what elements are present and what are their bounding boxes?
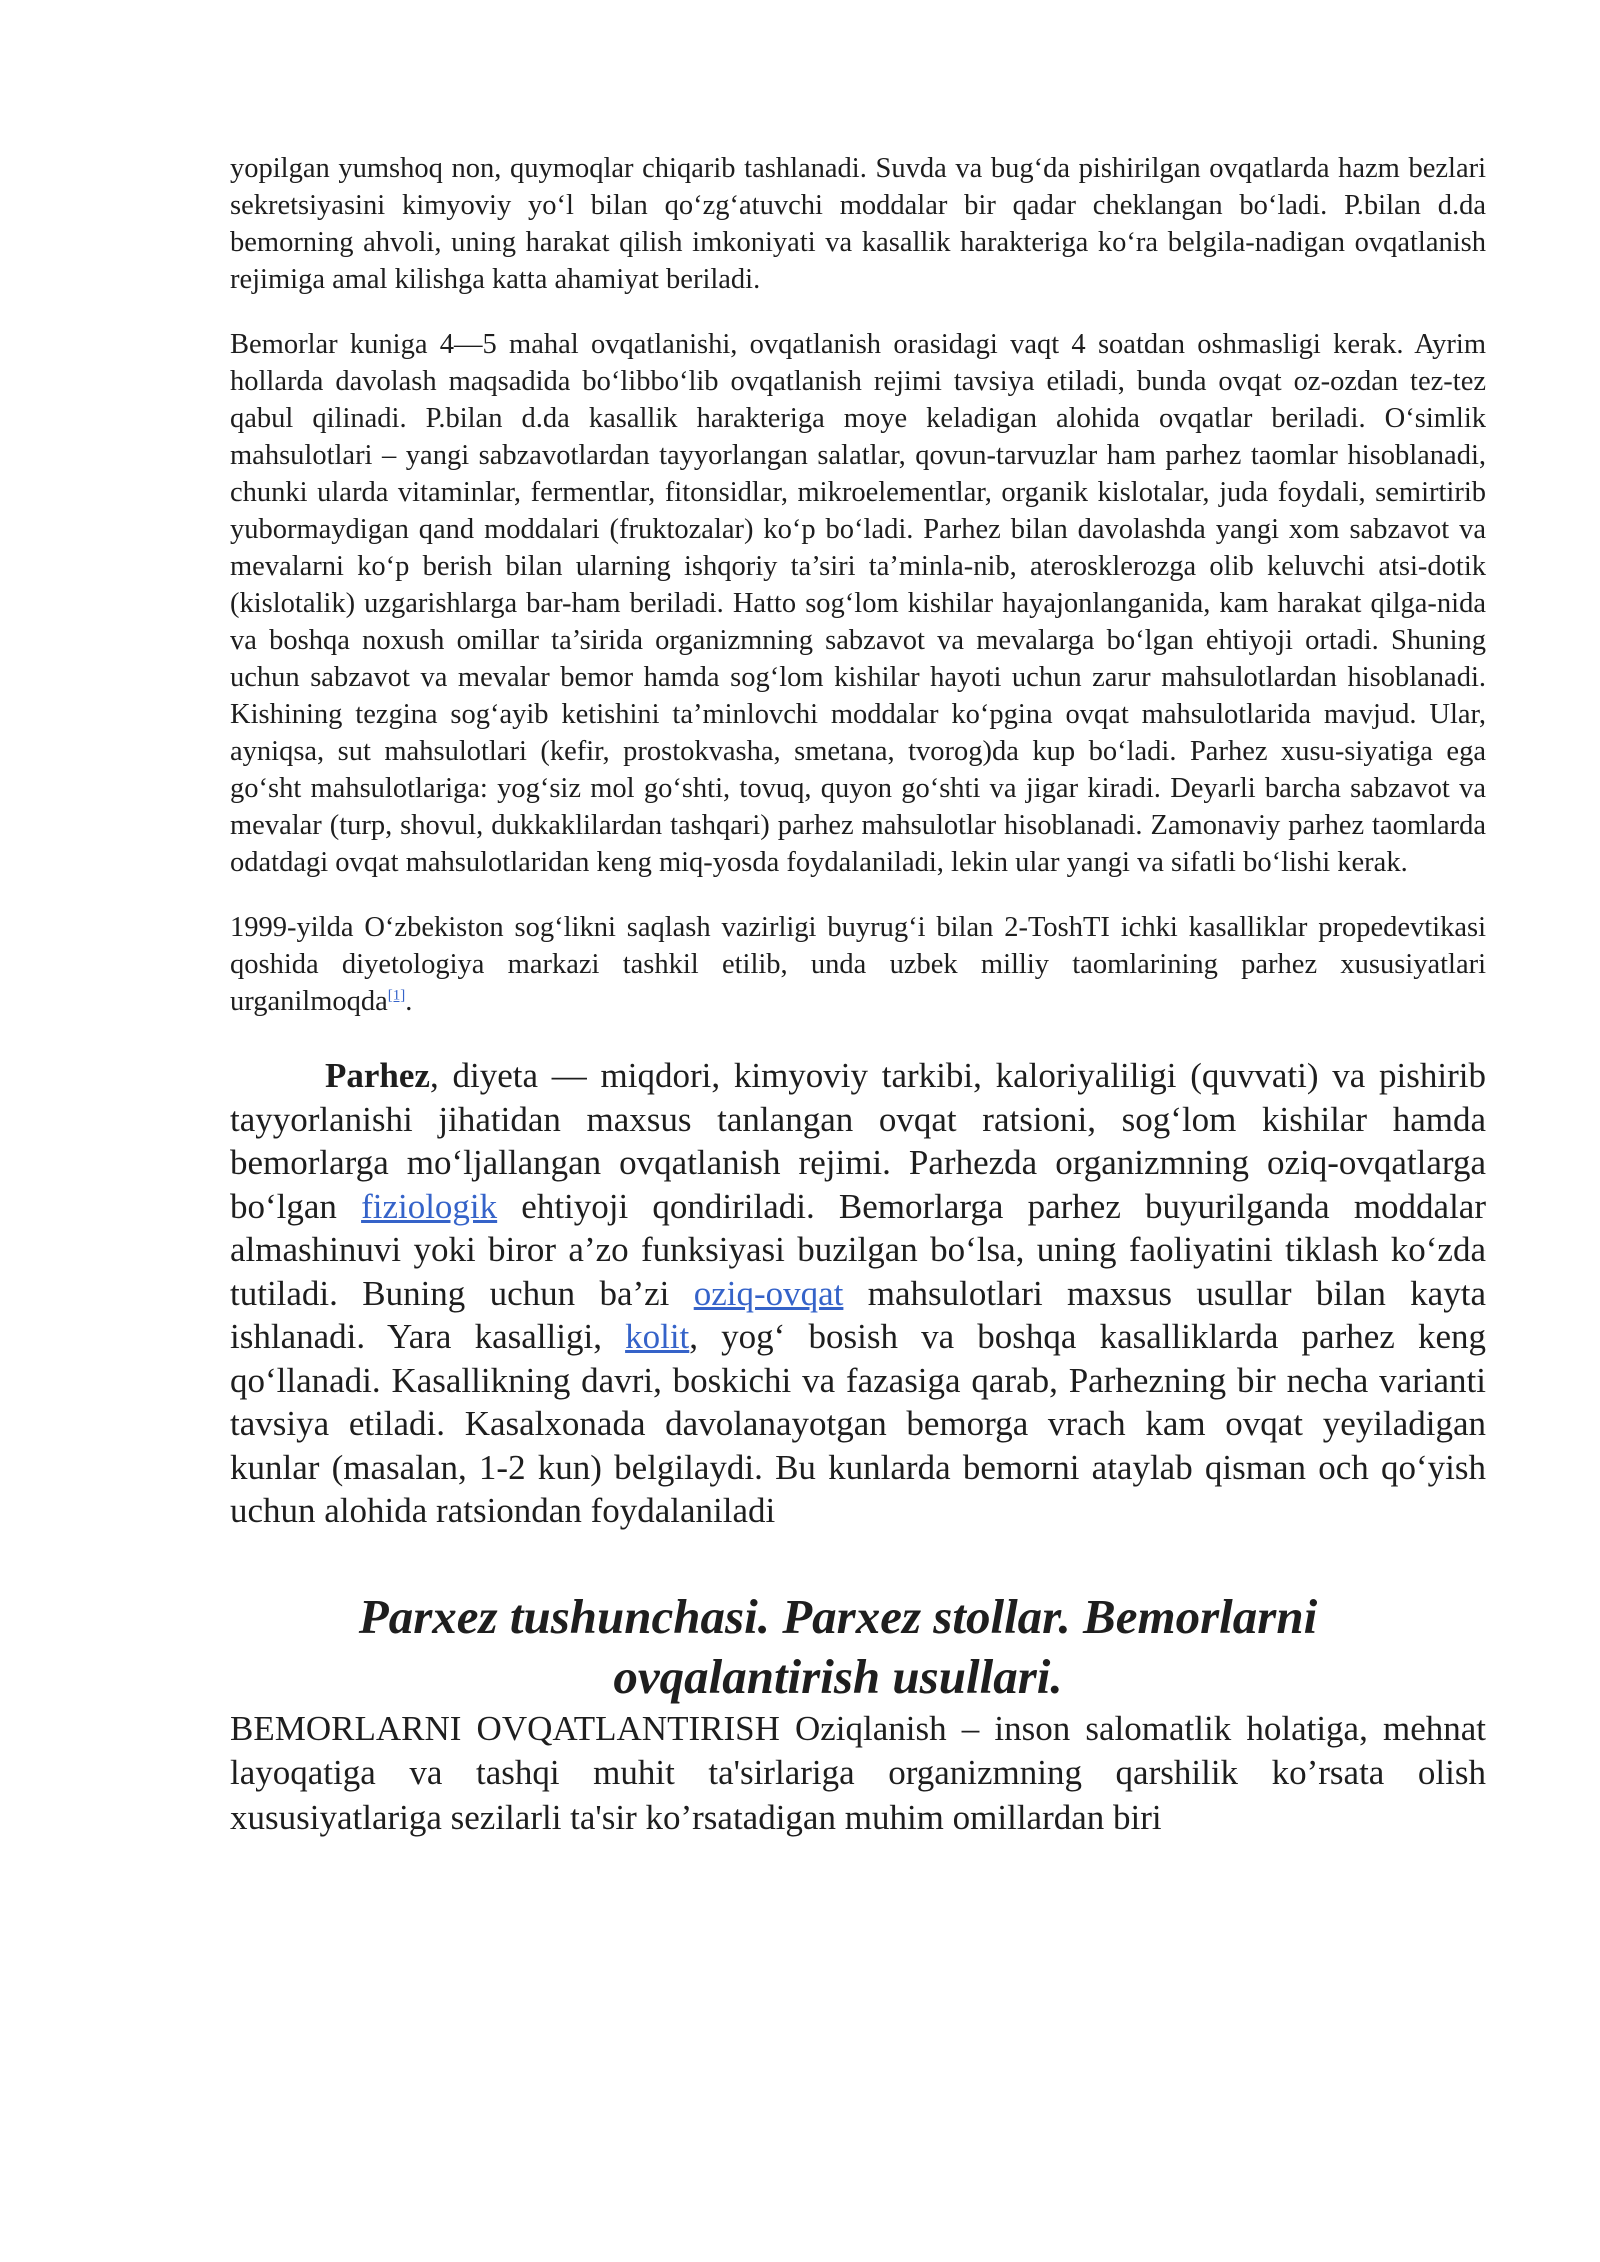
- link-fiziologik[interactable]: fiziologik: [361, 1186, 498, 1226]
- term-parhez: Parhez: [325, 1056, 430, 1095]
- section-heading: Parxez tushunchasi. Parxez stollar. Bemorlarni ovqalantirish usullari.: [358, 1588, 1318, 1704]
- paragraph-diet-center-end: .: [405, 986, 413, 1017]
- paragraph-meal-regime: Bemorlar kuniga 4—5 mahal ovqatlanishi, ovqatlanish orasidagi vaqt 4 soatdan oshmasligi kerak. Ayrim hollarda davolash maqsadida bo‘libbo‘lib ovqatlanish rejimi tavsiya etiladi, bunda ovqat oz-ozdan tez-tez qabul qilinadi. P.bilan d.da kasallik harakteriga moye keladigan alohida ovqatlar beriladi. O‘simlik mahsulotlari – yangi sabzavotlardan tayyorlangan salatlar, qovun-tarvuzlar ham parhez taomlar hisoblanadi, chunki ularda vitaminlar, fermentlar, fitonsidlar, mikroelementlar, organik kislotalar, juda foydali, semirtirib yubormaydigan qand moddalari (fruktozalar) ko‘p bo‘ladi. Parhez bilan davolashda yangi xom sabzavot va mevalarni ko‘p berish bilan ularning ishqoriy ta’siri ta’minla-nib, aterosklerozga olib keluvchi atsi-dotik (kislotalik) uzgarishlarga bar-ham beriladi. Hatto sog‘lom kishilar hayajonlanganida, kam harakat qilga-nida va boshqa noxush omillar ta’sirida organizmning sabzavot va mevalarga bo‘lgan ehtiyoji ortadi. Shuning uchun sabzavot va mevalar bemor hamda sog‘lom kishilar hayoti uchun zarur mahsulotlardan hisoblanadi. Kishining tezgina sog‘ayib ketishini ta’minlovchi moddalar ko‘pgina ovqat mahsulotlarida mavjud. Ular, ayniqsa, sut mahsulotlari (kefir, prostokvasha, smetana, tvorog)da kup bo‘ladi. Parhez xusu-siyatiga ega go‘sht mahsulotlariga: yog‘siz mol go‘shti, tovuq, quyon go‘shti va jigar kiradi. Deyarli barcha sabzavot va mevalar (turp, shovul, dukkaklilardan tashqari) parhez mahsulotlar hisoblanadi. Zamonaviy parhez taomlarda odatdagi ovqat mahsulotlaridan keng miq-yosda foydalaniladi, lekin ular yangi va sifatli bo‘lishi kerak.: [230, 329, 1486, 878]
- document-page: [230, 150, 1486, 1840]
- paragraph-parhez-definition: [230, 1054, 1486, 1533]
- definition-text-4: , yog‘ bosish va boshqa kasalliklarda parhez keng qo‘llanadi. Kasallikning davri, boskichi va fazasiga qarab, Parhezning bir necha varianti tavsiya etiladi. Kasalxonada davolanayotgan bemorga vrach kam ovqat yeyiladigan kunlar (masalan, 1-2 kun) belgilaydi. Bu kunlarda bemorni ataylab qisman och qo‘yish uchun alohida ratsiondan foydalaniladi: [230, 1317, 1486, 1530]
- paragraph-diet-preparation: yopilgan yumshoq non, quymoqlar chiqarib tashlanadi. Suvda va bug‘da pishirilgan ovqatlarda hazm bezlari sekretsiyasini kimyoviy yo‘l bilan qo‘zg‘atuvchi moddalar bir qadar cheklangan bo‘ladi. P.bilan d.da bemorning ahvoli, uning harakat qilish imkoniyati va kasallik harakteriga ko‘ra belgila-nadigan ovqatlanish rejimiga amal kilishga katta ahamiyat beriladi.: [230, 153, 1486, 295]
- paragraph-diet-center: [230, 909, 1486, 1020]
- definition-text-1: , diyeta — miqdori, kimyoviy tarkibi, kaloriyaliligi (quvvati) va pishirib tayyorlanishi jihatidan maxsus tanlangan ovqat ratsioni, sog‘lom kishilar hamda bemorlarga mo‘ljallangan ovqatlanish rejimi. Parhezda organizmning oziq-ovqatlarga bo‘lgan: [230, 1056, 1486, 1226]
- paragraph-feeding-patients: BEMORLARNI OVQATLANTIRISH Oziqlanish – inson salomatlik holatiga, mehnat layoqatiga va tashqi muhit ta'sirlariga organizmning qarshilik ko’rsata olish xususiyatlariga sezilarli ta'sir ko’rsatadigan muhim omillardan biri: [230, 1708, 1486, 1837]
- definition-text-2: ehtiyoji qondiriladi. Bemorlarga parhez buyurilganda moddalar almashinuvi yoki biror a’zo funksiyasi buzilgan bo‘lsa, uning faoliyatini tiklash ko‘zda tutiladi. Buning uchun ba’zi: [230, 1186, 1486, 1313]
- link-oziq-ovqat[interactable]: oziq-ovqat: [693, 1273, 844, 1313]
- link-kolit[interactable]: kolit: [625, 1317, 690, 1356]
- paragraph-diet-center-text: 1999-yilda O‘zbekiston sog‘likni saqlash vazirligi buyrug‘i bilan 2-ToshTI ichki kasalliklar propedevtikasi qoshida diyetologiya markazi tashkil etilib, unda uzbek milliy taomlarining parhez xususiyatlari urganilmoqda: [230, 912, 1486, 1017]
- definition-text-3: mahsulotlari maxsus usullar bilan kayta ishlanadi. Yara kasalligi,: [230, 1273, 1486, 1356]
- footnote-reference-link[interactable]: [1]: [387, 987, 406, 1004]
